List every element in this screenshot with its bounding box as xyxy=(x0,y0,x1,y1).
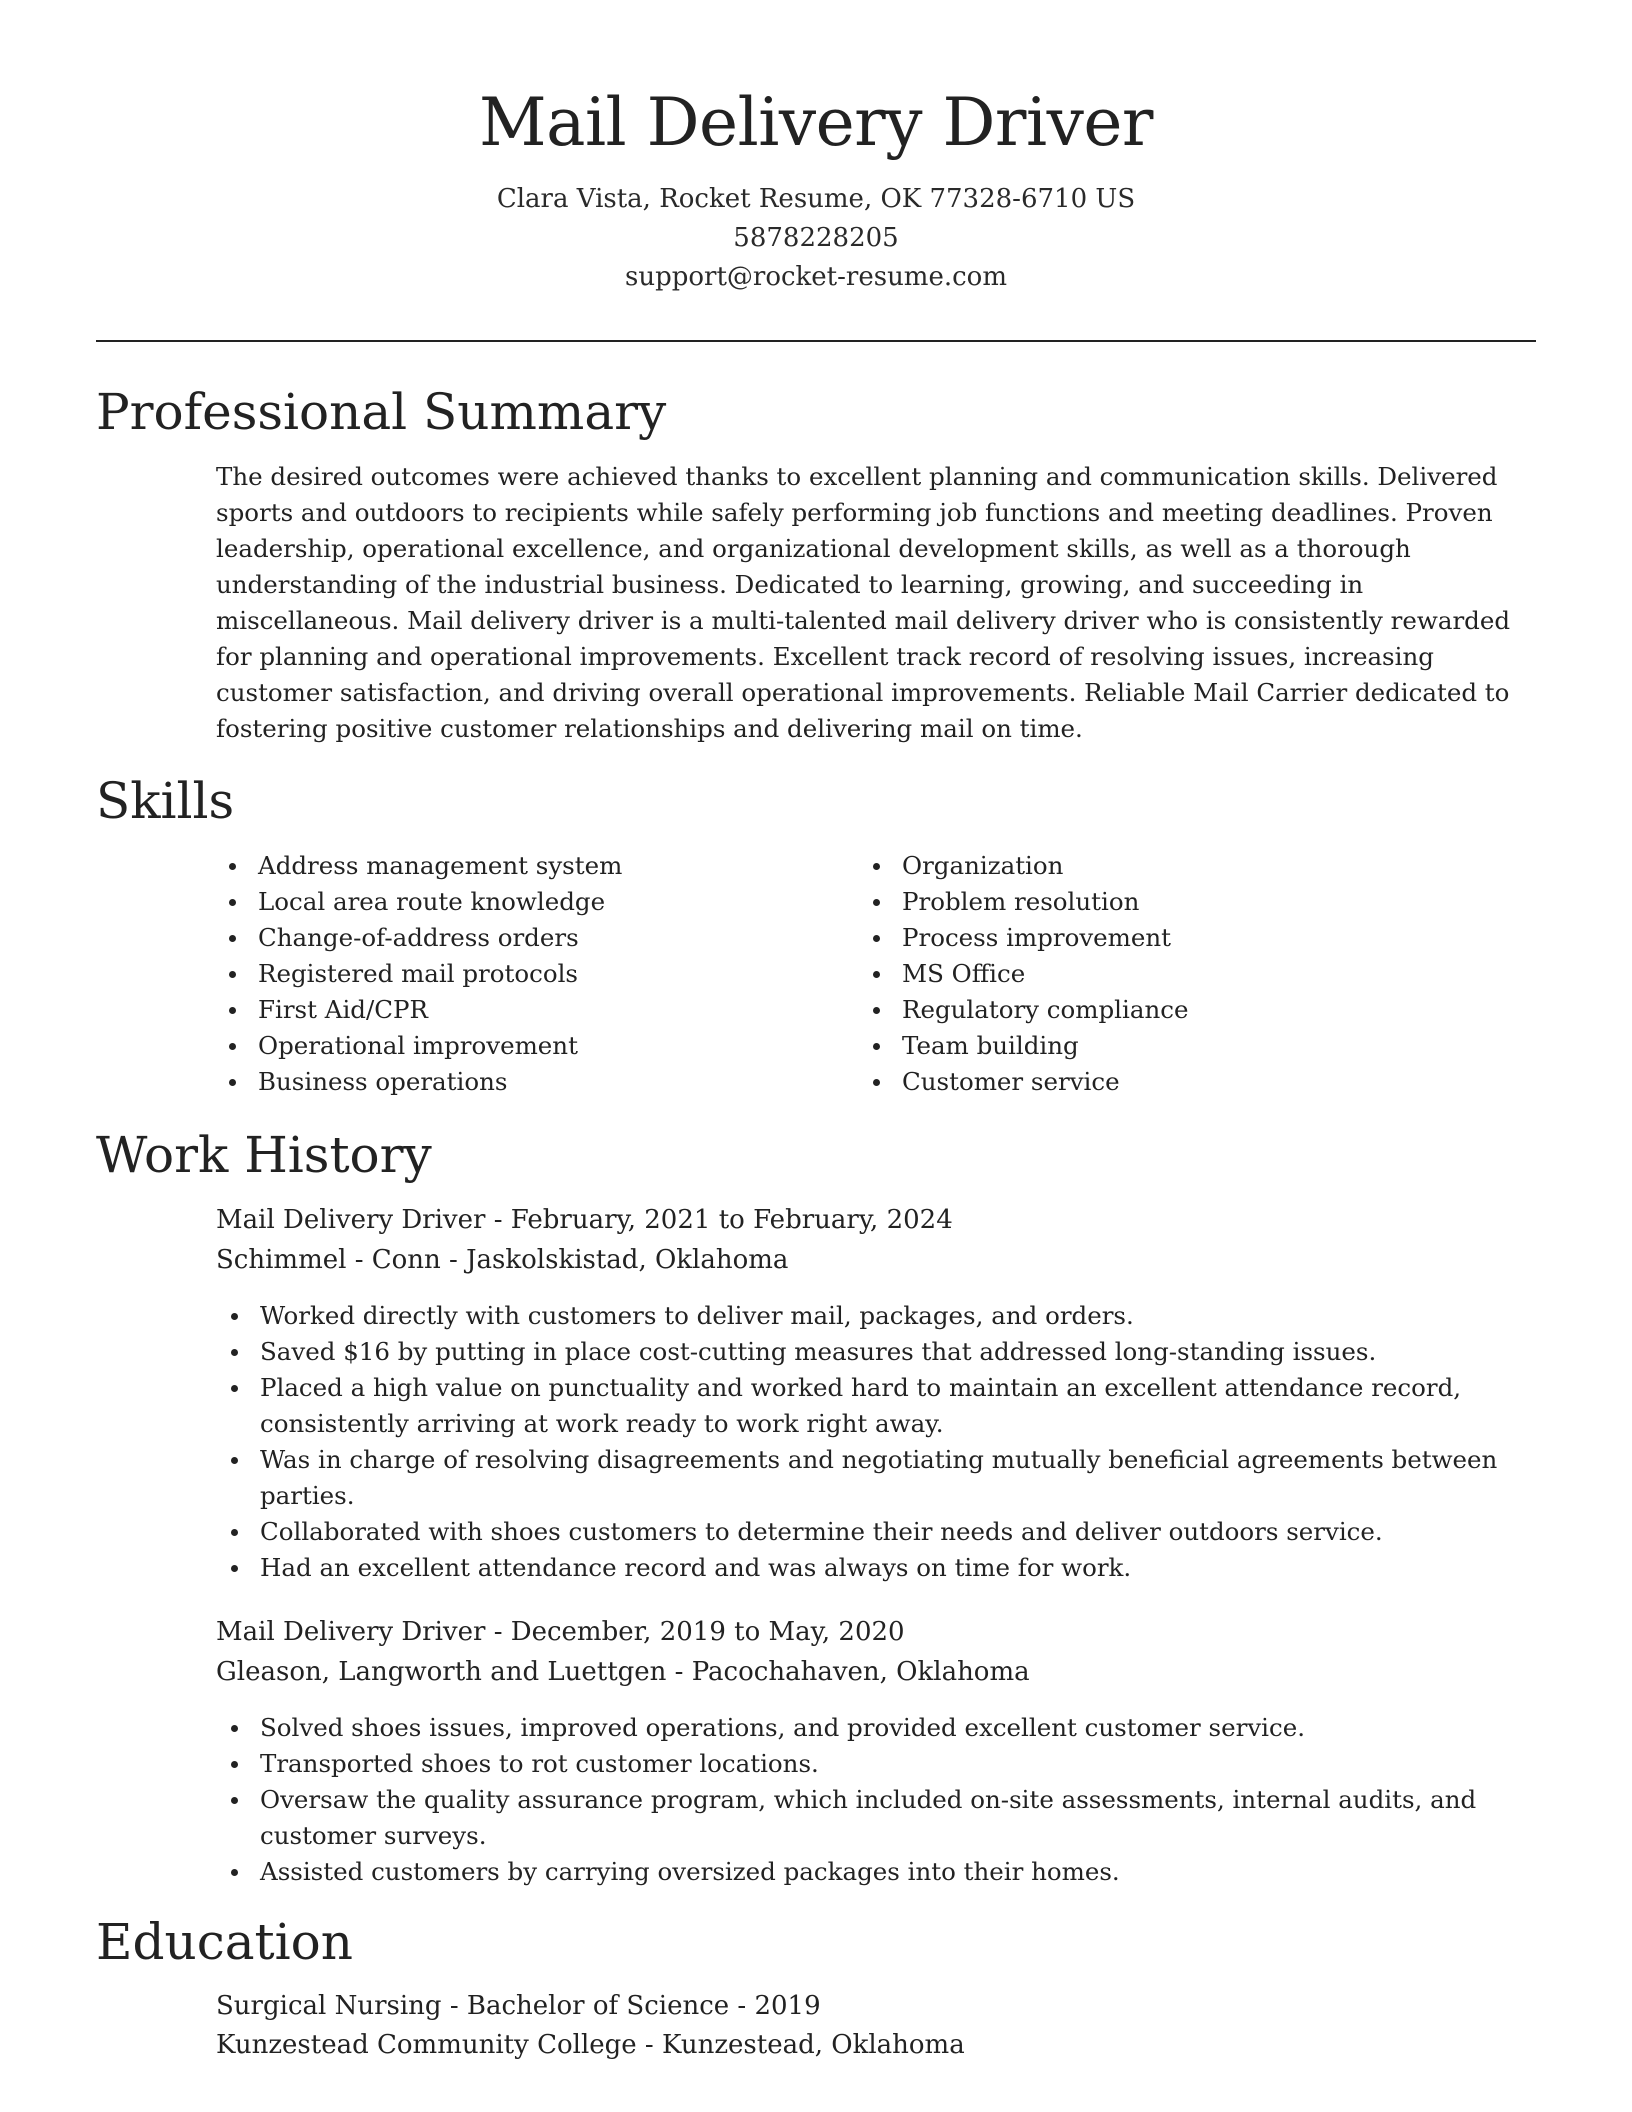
contact-info xyxy=(0,180,1632,297)
candidate-name: Mail Delivery Driver xyxy=(479,84,1153,161)
contact-email: support@rocket-resume.com xyxy=(624,262,1007,292)
header-divider xyxy=(96,340,1536,342)
job-bullet: Saved $16 by putting in place cost-cutting measures that addressed long-standing issues. xyxy=(216,1334,1541,1370)
job-bullet: Assisted customers by carrying oversized packages into their homes. xyxy=(216,1854,1541,1890)
education-school-line: Kunzestead Community College - Kunzestead, Oklahoma xyxy=(216,2030,965,2060)
job-company-line: Gleason, Langworth and Luettgen - Pacochahaven, Oklahoma xyxy=(216,1657,1030,1687)
skill-item: Registered mail protocols xyxy=(214,956,854,992)
skill-item: Problem resolution xyxy=(858,884,1498,920)
job-bullet: Oversaw the quality assurance program, which included on-site assessments, internal audits, and customer surveys. xyxy=(216,1782,1541,1854)
skill-item: Business operations xyxy=(214,1064,854,1100)
job-company-line: Schimmel - Conn - Jaskolskistad, Oklahoma xyxy=(216,1245,789,1275)
contact-phone: 5878228205 xyxy=(733,223,899,253)
education-degree-line: Surgical Nursing - Bachelor of Science - 2019 xyxy=(216,1991,821,2021)
job-bullet: Had an excellent attendance record and was always on time for work. xyxy=(216,1550,1541,1586)
skill-item: Regulatory compliance xyxy=(858,992,1498,1028)
skill-item: First Aid/CPR xyxy=(214,992,854,1028)
summary-heading: Professional Summary xyxy=(96,383,667,441)
resume-header xyxy=(0,78,1632,297)
job-bullets xyxy=(216,1298,1541,1586)
skills-list-left xyxy=(214,848,854,1100)
skill-item: Local area route knowledge xyxy=(214,884,854,920)
job-title-line: Mail Delivery Driver - December, 2019 to May, 2020 xyxy=(216,1617,905,1647)
skill-item: Change-of-address orders xyxy=(214,920,854,956)
skill-item: Operational improvement xyxy=(214,1028,854,1064)
skill-item: Team building xyxy=(858,1028,1498,1064)
job-bullet: Worked directly with customers to deliver mail, packages, and orders. xyxy=(216,1298,1541,1334)
job-bullet: Solved shoes issues, improved operations, and provided excellent customer service. xyxy=(216,1710,1541,1746)
skills-heading: Skills xyxy=(96,772,235,830)
skill-item: Process improvement xyxy=(858,920,1498,956)
summary-text: The desired outcomes were achieved thanks to excellent planning and communication skills. Delivered sports and outdoors to recipients while safely performing job functions and meeting deadlines. Proven leadership, operational excellence, and organizational development skills, as well as a thorough understanding of the industrial business. Dedicated to learning, growing, and succeeding in miscellaneous. Mail delivery driver is a multi-talented mail delivery driver who is consistently rewarded for planning and operational improvements. Excellent track record of resolving issues, increasing customer satisfaction, and driving overall operational improvements. Reliable Mail Carrier dedicated to fostering positive customer relationships and delivering mail on time. xyxy=(216,462,1511,743)
work-history-heading: Work History xyxy=(96,1126,432,1184)
education-heading: Education xyxy=(96,1913,353,1971)
job-bullet: Transported shoes to rot customer locations. xyxy=(216,1746,1541,1782)
skill-item: MS Office xyxy=(858,956,1498,992)
contact-address: Clara Vista, Rocket Resume, OK 77328-6710 US xyxy=(496,184,1136,214)
job-bullet: Collaborated with shoes customers to determine their needs and deliver outdoors service. xyxy=(216,1514,1541,1550)
job-bullet: Placed a high value on punctuality and worked hard to maintain an excellent attendance record, consistently arriving at work ready to work right away. xyxy=(216,1370,1541,1442)
job-bullet: Was in charge of resolving disagreements and negotiating mutually beneficial agreements between parties. xyxy=(216,1442,1541,1514)
skills-list-right xyxy=(858,848,1498,1100)
skill-item: Address management system xyxy=(214,848,854,884)
job-bullets xyxy=(216,1710,1541,1890)
skill-item: Customer service xyxy=(858,1064,1498,1100)
skill-item: Organization xyxy=(858,848,1498,884)
job-title-line: Mail Delivery Driver - February, 2021 to February, 2024 xyxy=(216,1205,953,1235)
